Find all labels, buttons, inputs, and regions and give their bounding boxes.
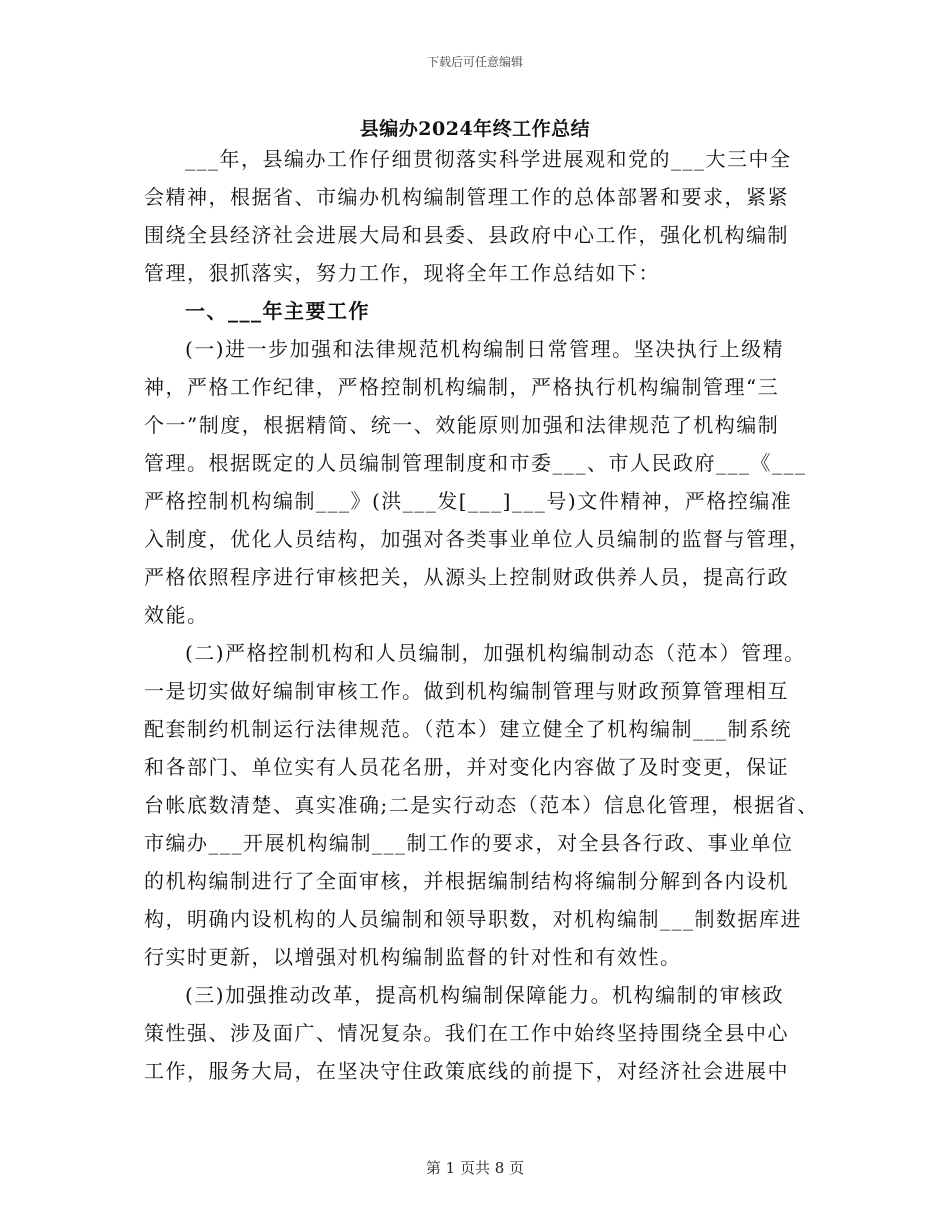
body-line: 个一”制度，根据精简、统一、效能原则加强和法律规范了机构编制 (144, 413, 780, 437)
body-line: 台帐底数清楚、真实准确;二是实行动态（范本）信息化管理，根据省、 (144, 793, 819, 817)
page-footer-number: 第 1 页共 8 页 (425, 1159, 525, 1177)
section-heading: 一、___年主要工作 (185, 299, 370, 323)
body-line: 管理。根据既定的人员编制管理制度和市委___、市人民政府___《___ (144, 451, 807, 475)
body-line: 和各部门、单位实有人员花名册，并对变化内容做了及时变更，保证 (144, 755, 789, 779)
body-line: (三)加强推动改革，提高机构编制保障能力。机构编制的审核政 (185, 983, 785, 1007)
body-line: 一是切实做好编制审核工作。做到机构编制管理与财政预算管理相互 (144, 679, 789, 703)
body-line: ___年，县编办工作仔细贯彻落实科学进展观和党的___大三中全 (185, 147, 792, 171)
body-line: 围绕全县经济社会进展大局和县委、县政府中心工作，强化机构编制 (144, 223, 789, 247)
page-header-note: 下载后可任意编辑 (426, 55, 523, 69)
body-line: 严格控制机构编制___》(洪___发[___]___号)文件精神，严格控编准 (144, 489, 793, 513)
body-line: 效能。 (144, 603, 209, 627)
body-line: (二)严格控制机构和人员编制，加强机构编制动态（范本）管理。 (185, 641, 806, 665)
body-line: 配套制约机制运行法律规范。（范本）建立健全了机构编制___制系统 (144, 717, 792, 741)
body-line: 管理，狠抓落实，努力工作，现将全年工作总结如下： (144, 261, 660, 285)
body-line: 会精神，根据省、市编办机构编制管理工作的总体部署和要求，紧紧 (144, 185, 789, 209)
body-line: 神，严格工作纪律，严格控制机构编制，严格执行机构编制管理“三 (144, 375, 780, 399)
body-line: (一)进一步加强和法律规范机构编制日常管理。坚决执行上级精 (185, 337, 785, 361)
body-line: 入制度，优化人员结构，加强对各类事业单位人员编制的监督与管理， (144, 527, 811, 551)
body-line: 的机构编制进行了全面审核，并根据编制结构将编制分解到各内设机 (144, 869, 789, 893)
document-title: 县编办2024年终工作总结 (359, 118, 591, 140)
body-line: 策性强、涉及面广、情况复杂。我们在工作中始终坚持围绕全县中心 (144, 1021, 789, 1045)
body-line: 行实时更新，以增强对机构编制监督的针对性和有效性。 (144, 945, 682, 969)
body-line: 工作，服务大局，在坚决守住政策底线的前提下，对经济社会进展中 (144, 1059, 789, 1083)
body-line: 严格依照程序进行审核把关，从源头上控制财政供养人员，提高行政 (144, 565, 789, 589)
body-line: 构，明确内设机构的人员编制和领导职数，对机构编制___制数据库进 (144, 907, 802, 931)
body-line: 市编办___开展机构编制___制工作的要求，对全县各行政、事业单位 (144, 831, 794, 855)
